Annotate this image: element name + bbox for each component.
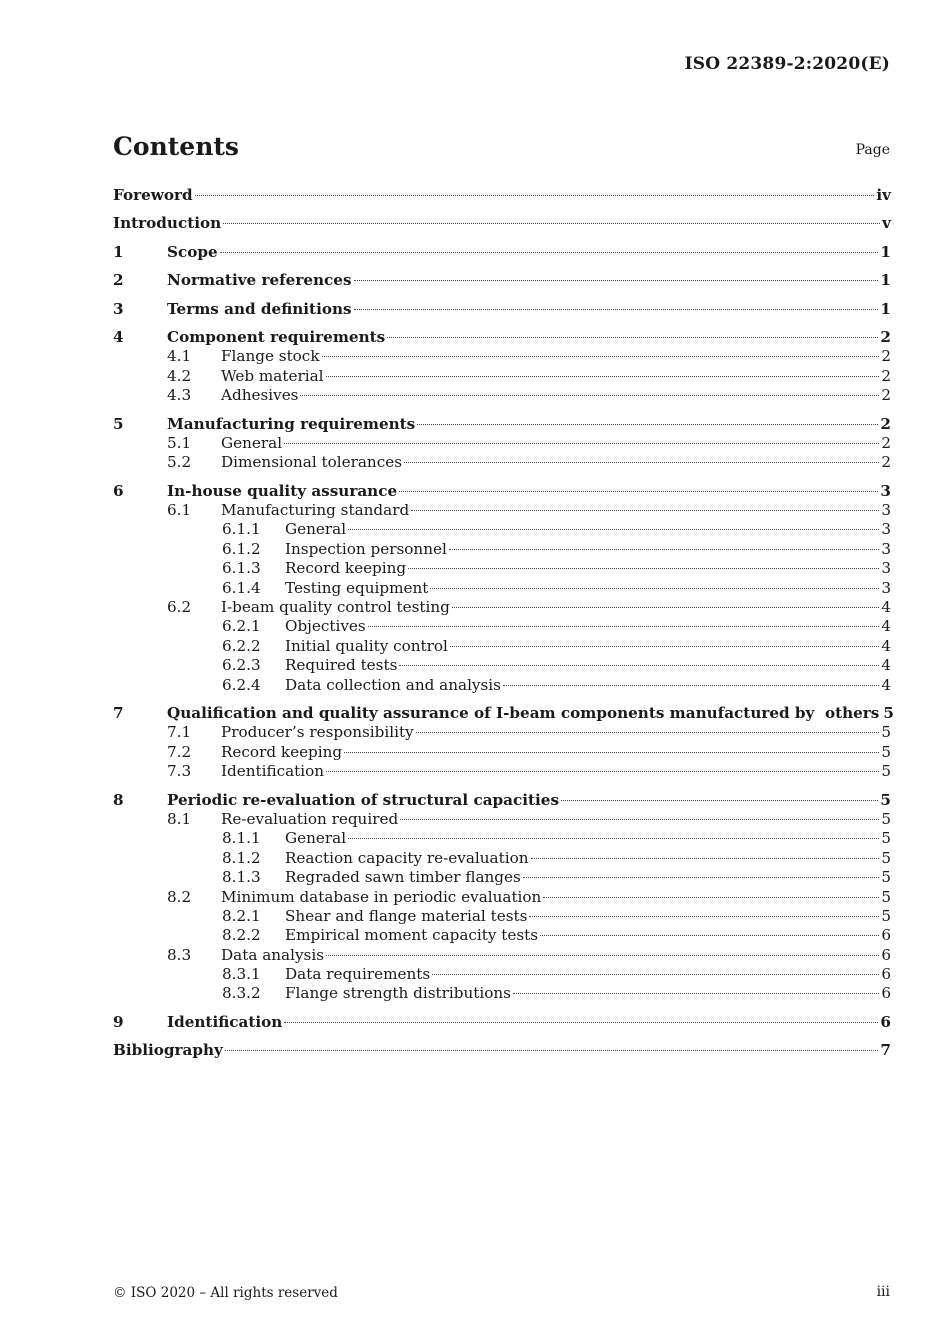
toc-entry-page: 4 [881,598,891,617]
contents-heading: Contents [113,132,240,161]
dot-leader [543,897,879,898]
toc-entry-title: Manufacturing standard [221,501,410,520]
dot-leader [432,974,879,975]
toc-entry[interactable] [113,1013,891,1032]
toc-entry-title: Flange strength distributions [285,984,511,1003]
toc-entry[interactable] [113,434,891,453]
toc-entry[interactable] [113,849,891,868]
toc-entry-title: Re-evaluation required [221,809,399,828]
toc-entry-page: 5 [881,887,891,906]
toc-entry-title: Web material [221,366,324,385]
toc-entry-page: 6 [881,984,891,1003]
toc-entry[interactable] [113,300,891,319]
toc-entry[interactable] [113,540,891,559]
toc-entry-number: 6.2.4 [222,675,261,694]
toc-entry-number: 8.1 [167,809,192,828]
toc-entry[interactable] [113,743,891,762]
dot-leader [416,732,880,733]
toc-entry-page: 3 [881,578,891,597]
toc-entry-number: 1 [113,242,124,261]
toc-entry-page: 5 [881,868,891,887]
dot-leader [417,424,878,425]
toc-entry-title: Shear and flange material tests [285,906,528,925]
toc-entry-number: 6.1.2 [222,539,261,558]
dot-leader [344,752,879,753]
dot-leader [284,443,879,444]
dot-leader [430,588,879,589]
toc-entry[interactable] [113,520,891,539]
dot-leader [348,529,879,530]
toc-entry-title: Producer’s responsibility [221,723,414,742]
toc-entry[interactable] [113,415,891,434]
toc-entry-number: 7.2 [167,742,192,761]
toc-entry[interactable] [113,347,891,366]
dot-leader [348,838,879,839]
toc-entry-title: In-house quality assurance [167,481,398,500]
toc-entry-title: Record keeping [221,742,343,761]
toc-entry-number: 5.1 [167,433,192,452]
toc-entry-page: 2 [881,347,891,366]
toc-entry[interactable] [113,637,891,656]
toc-entry-page: 6 [881,965,891,984]
toc-entry-number: 5 [113,414,124,433]
toc-entry[interactable] [113,579,891,598]
toc-entry[interactable] [113,656,891,675]
toc-entry-page: 2 [880,327,891,346]
toc-entry-number: 8.2 [167,887,192,906]
toc-entry-page: 2 [881,366,891,385]
dot-leader [411,510,879,511]
toc-entry-page: 4 [881,675,891,694]
toc-entry[interactable] [113,926,891,945]
dot-leader [450,646,879,647]
dot-leader [223,223,880,224]
toc-entry[interactable] [113,676,891,695]
toc-entry-title: Data analysis [221,945,324,964]
dot-leader [404,462,879,463]
document-id: ISO 22389-2:2020(E) [684,54,890,74]
toc-entry-page: 5 [881,742,891,761]
toc-entry-number: 8 [113,790,124,809]
toc-entry[interactable] [113,829,891,848]
toc-entry-title: I-beam quality control testing [221,598,450,617]
toc-entry-title: Minimum database in periodic evaluation [221,887,542,906]
toc-entry[interactable] [113,888,891,907]
toc-entry[interactable] [113,791,891,810]
toc-entry-page: 6 [880,1012,891,1031]
toc-entry[interactable] [113,907,891,926]
dot-leader [326,771,879,772]
toc-entry-title: Regraded sawn timber flanges [285,868,521,887]
toc-entry-number: 6.1.4 [222,578,261,597]
dot-leader [540,935,879,936]
toc-entry-page: 5 [881,762,891,781]
toc-entry-title: Manufacturing requirements [167,414,416,433]
toc-entry-number: 8.1.3 [222,868,261,887]
toc-entry[interactable] [113,501,891,520]
toc-entry-page: 5 [883,703,894,722]
toc-entry-title: General [221,433,283,452]
toc-entry-title: Data collection and analysis [285,675,501,694]
toc-entry-page: 2 [881,433,891,452]
toc-entry-page: 5 [881,848,891,867]
toc-entry-title: Objectives [285,617,366,636]
toc-entry-number: 6.1 [167,501,192,520]
toc-entry[interactable] [113,453,891,472]
page-number: iii [876,1284,890,1300]
toc-entry-page: 6 [881,926,891,945]
dot-leader [452,607,879,608]
toc-entry-page: 5 [881,829,891,848]
toc-entry-title: Periodic re-evaluation of structural capacities [167,790,560,809]
dot-leader [561,800,878,801]
toc-entry[interactable] [113,723,891,742]
toc-entry[interactable] [113,984,891,1003]
toc-entry-title: General [285,520,347,539]
toc-entry-title: Inspection personnel [285,539,447,558]
toc-entry-number: 6.2 [167,598,192,617]
toc-entry-title: Scope [167,242,218,261]
toc-entry-title: Identification [221,762,325,781]
toc-entry-page: 3 [880,481,891,500]
toc-entry-number: 7.3 [167,762,192,781]
toc-entry[interactable] [113,1041,891,1060]
dot-leader [449,549,880,550]
toc-entry-page: 5 [881,906,891,925]
toc-entry[interactable] [113,617,891,636]
toc-entry[interactable] [113,868,891,887]
toc-entry-number: 4.2 [167,366,192,385]
dot-leader [513,993,879,994]
toc-entry[interactable] [113,762,891,781]
toc-entry-title: Testing equipment [285,578,429,597]
toc-entry[interactable] [113,328,891,347]
toc-entry-title: Foreword [113,186,193,204]
toc-entry-number: 7 [113,703,124,722]
toc-entry-title: Bibliography [113,1041,223,1060]
toc-entry-title: Flange stock [221,347,320,366]
dot-leader [503,685,879,686]
toc-entry[interactable] [113,367,891,386]
toc-entry[interactable] [113,965,891,984]
toc-entry-number: 3 [113,299,124,318]
toc-entry-page: 5 [881,723,891,742]
toc-entry-page: 1 [880,271,891,290]
toc-entry-number: 5.2 [167,453,192,472]
toc-entry-number: 8.3.2 [222,984,261,1003]
toc-entry-title: Component requirements [167,327,386,346]
dot-leader [220,252,879,253]
toc-entry[interactable] [113,703,894,723]
toc-entry-page: 5 [881,809,891,828]
toc-entry-page: 1 [880,242,891,261]
toc-entry-page: 3 [881,539,891,558]
toc-entry-page: 2 [881,386,891,405]
toc-entry[interactable] [113,214,891,233]
dot-leader [368,626,880,627]
toc-entry-number: 4 [113,327,124,346]
toc-entry-page: v [882,214,891,233]
toc-entry-title: Normative references [167,271,352,290]
toc-entry-number: 8.2.2 [222,926,261,945]
dot-leader [399,491,878,492]
toc-entry[interactable] [113,946,891,965]
toc-entry-title: Adhesives [221,386,299,405]
toc-entry-title: Qualification and quality assurance of I-beam components manufactured by others [167,703,880,722]
toc-entry-number: 6.1.1 [222,520,261,539]
toc-entry-page: 2 [881,453,891,472]
dot-leader [300,395,879,396]
toc-entry-number: 2 [113,271,124,290]
toc-entry-title: Empirical moment capacity tests [285,926,539,945]
toc-entry-number: 9 [113,1012,124,1031]
toc-entry-number: 6.1.3 [222,559,261,578]
dot-leader [399,665,879,666]
toc-entry-page: 7 [880,1041,891,1060]
toc-entry-title: Introduction [113,214,222,233]
dot-leader [326,955,879,956]
dot-leader [195,195,875,196]
toc-entry-page: 4 [881,636,891,655]
dot-leader [322,356,880,357]
toc-entry-number: 8.1.1 [222,829,261,848]
toc-entry-number: 4.3 [167,386,192,405]
toc-entry-title: Record keeping [285,559,407,578]
toc-entry-page: 1 [880,299,891,318]
toc-entry-number: 4.1 [167,347,192,366]
toc-entry[interactable] [113,243,891,262]
toc-entry-page: 4 [881,617,891,636]
toc-entry-page: 6 [881,945,891,964]
toc-entry-page: 3 [881,501,891,520]
toc-entry-number: 8.1.2 [222,848,261,867]
dot-leader [531,858,880,859]
dot-leader [354,309,879,310]
toc-entry-number: 6 [113,481,124,500]
toc-entry-title: Initial quality control [285,636,448,655]
toc-entry[interactable] [113,386,891,405]
toc-entry-title: Reaction capacity re-evaluation [285,848,529,867]
page-column-label: Page [855,142,890,158]
toc-entry-page: 3 [881,559,891,578]
dot-leader [326,376,880,377]
toc-entry-number: 7.1 [167,723,192,742]
toc-entry[interactable] [113,598,891,617]
toc-entry-page: iv [876,186,891,204]
toc-entry-number: 6.2.1 [222,617,261,636]
toc-entry[interactable] [113,482,891,501]
toc-entry[interactable] [113,186,891,205]
toc-entry-title: Identification [167,1012,283,1031]
toc-entry-page: 5 [880,790,891,809]
dot-leader [400,819,879,820]
toc-entry[interactable] [113,271,891,290]
dot-leader [225,1050,879,1051]
toc-entry-title: Terms and definitions [167,299,352,318]
toc-entry-page: 3 [881,520,891,539]
table-of-contents [113,186,894,1061]
toc-entry-number: 8.3 [167,945,192,964]
dot-leader [529,916,879,917]
dot-leader [408,568,879,569]
toc-entry-number: 6.2.2 [222,636,261,655]
dot-leader [354,280,879,281]
toc-entry-title: Data requirements [285,965,431,984]
dot-leader [284,1022,878,1023]
toc-entry-number: 8.3.1 [222,965,261,984]
toc-entry-title: Required tests [285,656,398,675]
dot-leader [387,337,878,338]
copyright-notice: © ISO 2020 – All rights reserved [113,1285,338,1301]
toc-entry-page: 4 [881,656,891,675]
toc-entry-title: Dimensional tolerances [221,453,402,472]
toc-entry-page: 2 [880,414,891,433]
toc-entry-number: 6.2.3 [222,656,261,675]
dot-leader [523,877,880,878]
toc-entry-number: 8.2.1 [222,906,261,925]
toc-entry-title: General [285,829,347,848]
toc-entry[interactable] [113,810,891,829]
toc-entry[interactable] [113,559,891,578]
